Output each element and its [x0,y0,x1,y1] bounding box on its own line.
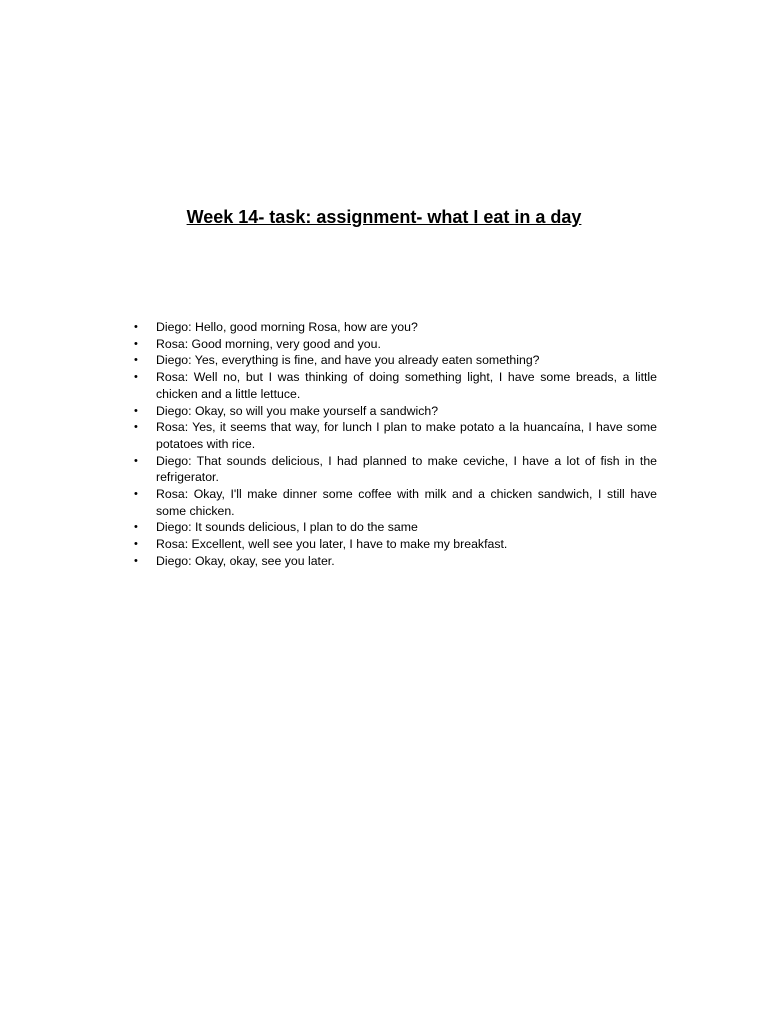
bullet-icon: • [134,404,138,417]
dialogue-line [134,553,657,570]
bullet-icon: • [134,354,138,367]
dialogue-line [134,536,657,553]
dialogue-line [134,453,657,486]
dialogue-line [134,352,657,369]
bullet-icon: • [134,321,138,333]
dialogue-text: Rosa: Okay, I'll make dinner some coffee with milk and a chicken sandwich, I still have some chicken. [156,487,657,518]
page-title: Week 14- task: assignment- what I eat in a day [186,207,582,227]
dialogue-text: Diego: Hello, good morning Rosa, how are you? [156,320,418,334]
dialogue-text: Rosa: Good morning, very good and you. [156,336,381,351]
dialogue-text: Diego: Okay, okay, see you later. [156,553,335,568]
dialogue-line [134,486,657,519]
bullet-icon: • [134,337,138,350]
dialogue-text: Diego: That sounds delicious, I had planned to make ceviche, I have a lot of fish in the refrigerator. [156,453,657,485]
bullet-icon: • [134,454,138,467]
dialogue-text: Diego: Okay, so will you make yourself a sandwich? [156,403,439,418]
dialogue-text: Diego: Yes, everything is fine, and have you already eaten something? [156,353,540,368]
bullet-icon: • [134,421,138,434]
bullet-icon: • [134,521,138,534]
dialogue-line [134,419,657,452]
dialogue-text: Rosa: Well no, but I was thinking of doing something light, I have some breads, a little chicken and a little lettuce. [156,370,657,401]
bullet-icon: • [134,554,138,567]
dialogue-text: Rosa: Yes, it seems that way, for lunch I plan to make potato a la huancaína, I have some potatoes with rice. [156,420,657,451]
dialogue-line [134,369,657,402]
bullet-icon: • [134,371,138,384]
dialogue-line [134,403,657,420]
dialogue-text: Diego: It sounds delicious, I plan to do the same [156,520,418,535]
dialogue-line [134,519,657,536]
bullet-icon: • [134,488,138,501]
dialogue-list [134,319,657,570]
dialogue-text: Rosa: Excellent, well see you later, I have to make my breakfast. [156,537,508,552]
dialogue-line [134,336,657,353]
dialogue-line [134,319,657,336]
bullet-icon: • [134,538,138,551]
